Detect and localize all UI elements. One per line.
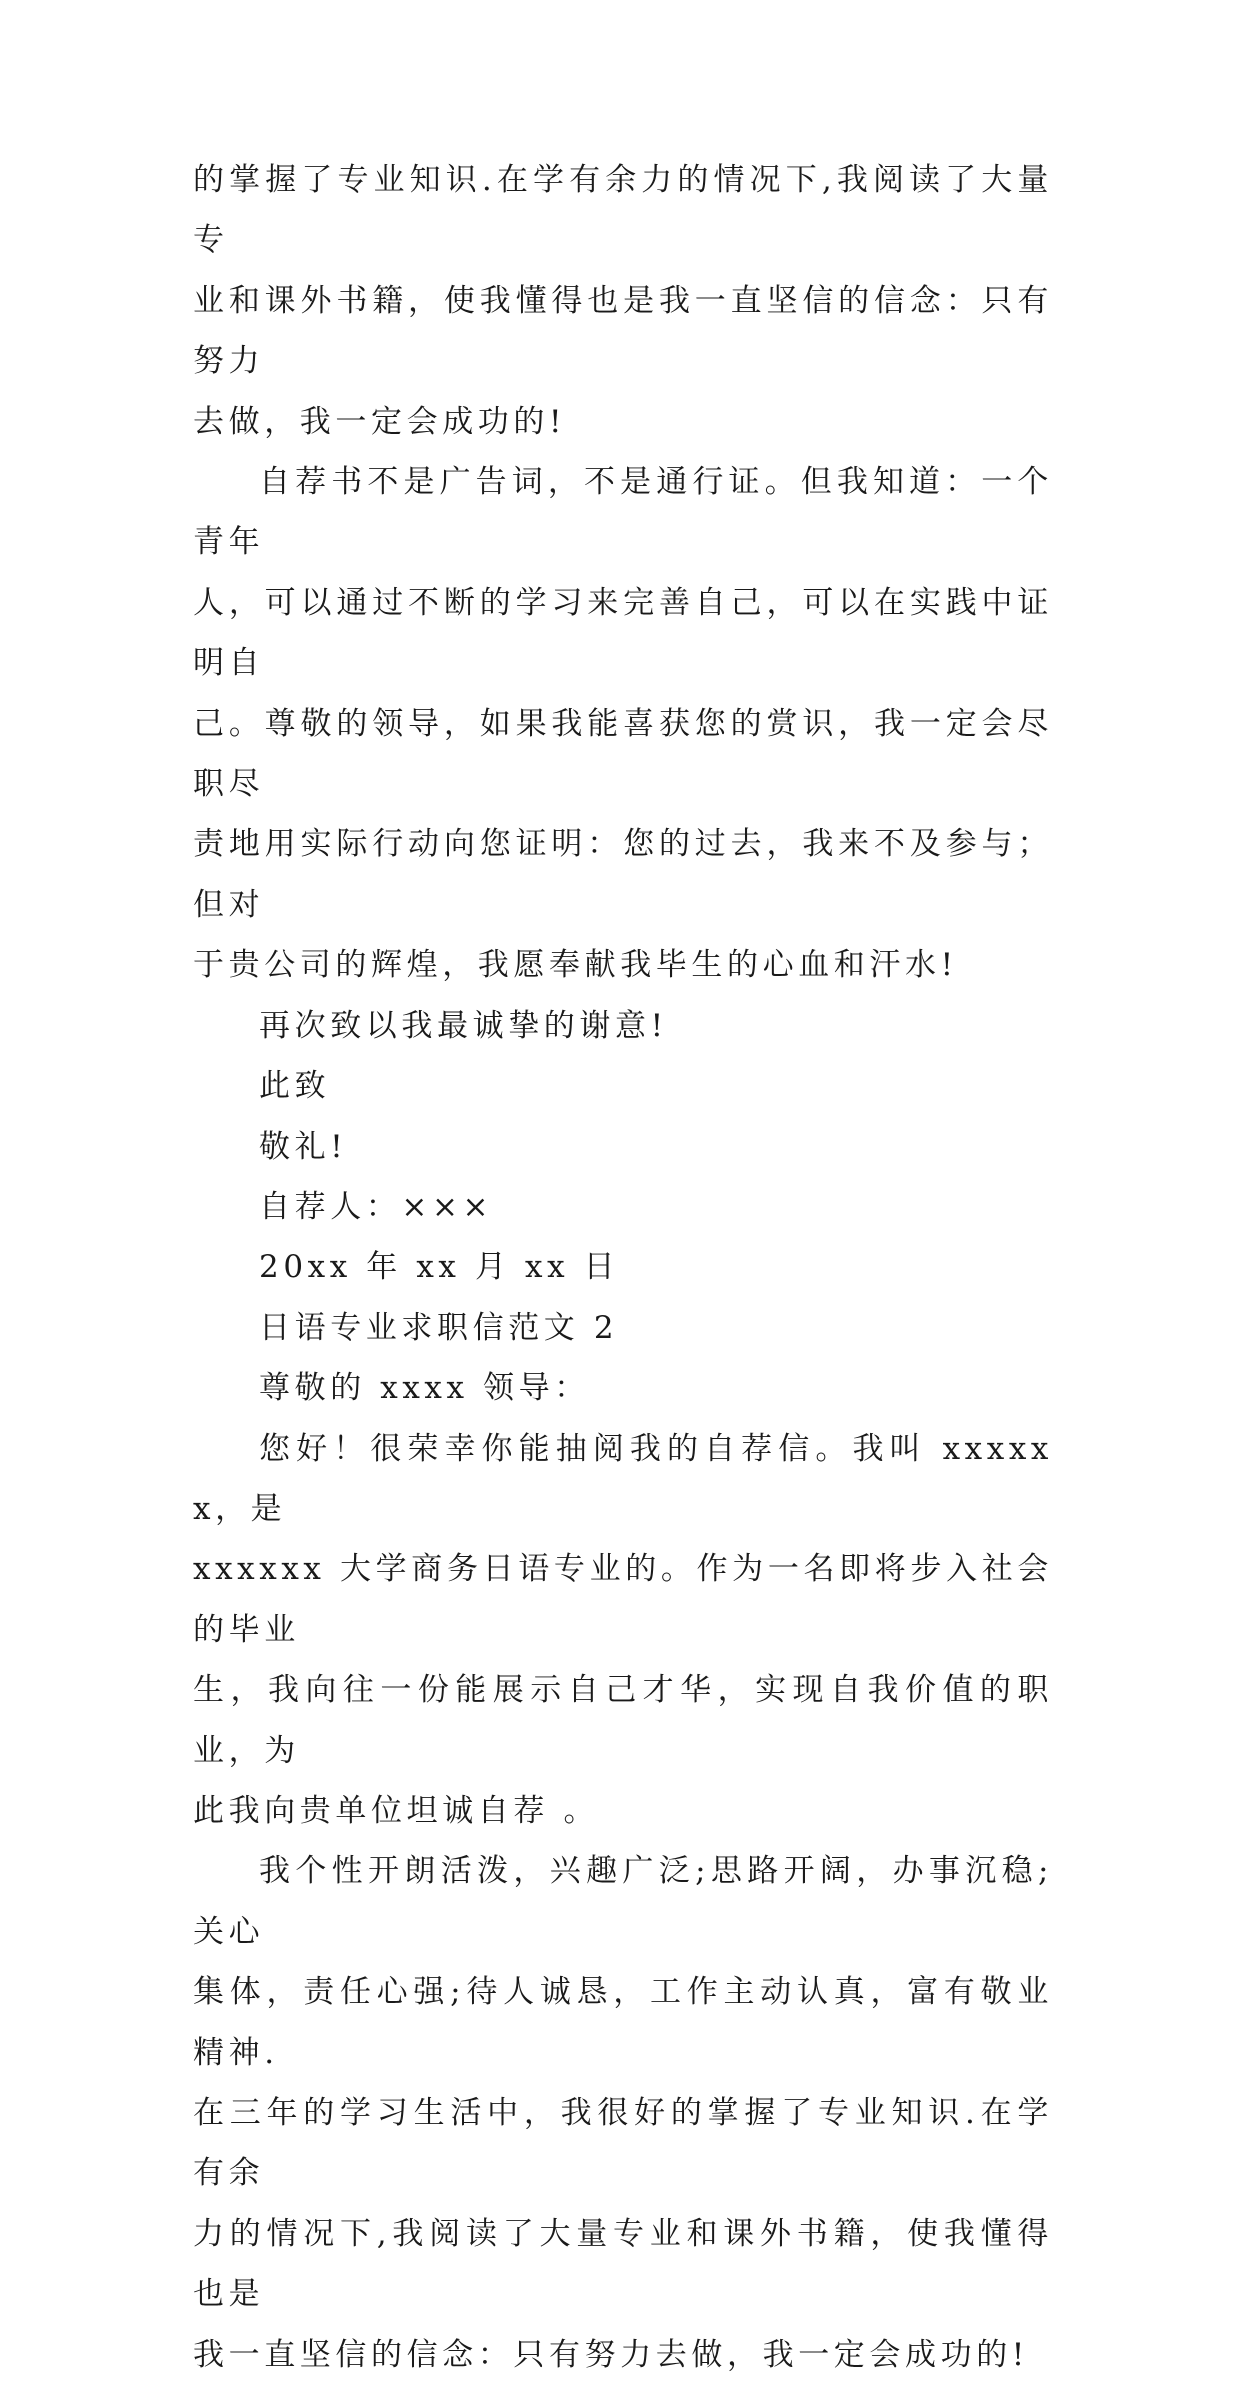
signature-line (193, 1177, 1053, 1237)
paragraph-self-recommendation (193, 452, 1053, 996)
closing-salutation (193, 1056, 1053, 1116)
text-line: 自荐人：××× (259, 1188, 494, 1225)
paragraph-continuation (193, 150, 1053, 452)
text-line: 此我向贵单位坦诚自荐 。 (193, 1792, 600, 1829)
text-line: 您好！很荣幸你能抽阅我的自荐信。我叫 xxxxxx，是 (193, 1430, 1053, 1527)
text-line: 20xx 年 xx 月 xx 日 (259, 1249, 620, 1286)
text-line: 尊敬的 xxxx 领导： (259, 1370, 590, 1407)
text-line: 此致 (259, 1068, 331, 1105)
text-line: 己。尊敬的领导，如果我能喜获您的赏识，我一定会尽职尽 (193, 705, 1053, 803)
paragraph-personality (193, 1841, 1053, 2385)
text-line: 的掌握了专业知识.在学有余力的情况下,我阅读了大量专 (193, 162, 1053, 259)
text-line: 力的情况下,我阅读了大量专业和课外书籍，使我懂得也是 (193, 2215, 1053, 2313)
text-line: 日语专业求职信范文 2 (259, 1309, 619, 1346)
text-line: 敬礼! (259, 1128, 348, 1165)
text-line: 责地用实际行动向您证明：您的过去，我来不及参与；但对 (193, 826, 1053, 923)
closing-regards (193, 1117, 1053, 1177)
letter-greeting (193, 1358, 1053, 1418)
text-line: 生，我向往一份能展示自己才华，实现自我价值的职业，为 (193, 1672, 1053, 1769)
text-line: 人，可以通过不断的学习来完善自己，可以在实践中证明自 (193, 584, 1053, 682)
section-heading (193, 1298, 1053, 1358)
paragraph-thanks (193, 996, 1053, 1056)
text-line: 于贵公司的辉煌，我愿奉献我毕生的心血和汗水! (193, 947, 958, 984)
text-line: 再次致以我最诚挚的谢意! (259, 1007, 668, 1044)
text-line: 业和课外书籍，使我懂得也是我一直坚信的信念：只有努力 (193, 282, 1053, 380)
document-body (193, 150, 1053, 2385)
text-line: 去做，我一定会成功的! (193, 403, 567, 440)
text-line: 集体，责任心强;待人诚恳，工作主动认真，富有敬业精神. (193, 1974, 1053, 2071)
text-line: xxxxxx 大学商务日语专业的。作为一名即将步入社会的毕业 (193, 1551, 1053, 1648)
paragraph-introduction (193, 1419, 1053, 1842)
text-line: 我一直坚信的信念：只有努力去做，我一定会成功的! (193, 2336, 1029, 2373)
text-line: 自荐书不是广告词，不是通行证。但我知道：一个青年 (193, 464, 1053, 561)
date-line (193, 1237, 1053, 1297)
text-line: 我个性开朗活泼，兴趣广泛;思路开阔，办事沉稳;关心 (193, 1853, 1053, 1950)
text-line: 在三年的学习生活中，我很好的掌握了专业知识.在学有余 (193, 2095, 1053, 2192)
